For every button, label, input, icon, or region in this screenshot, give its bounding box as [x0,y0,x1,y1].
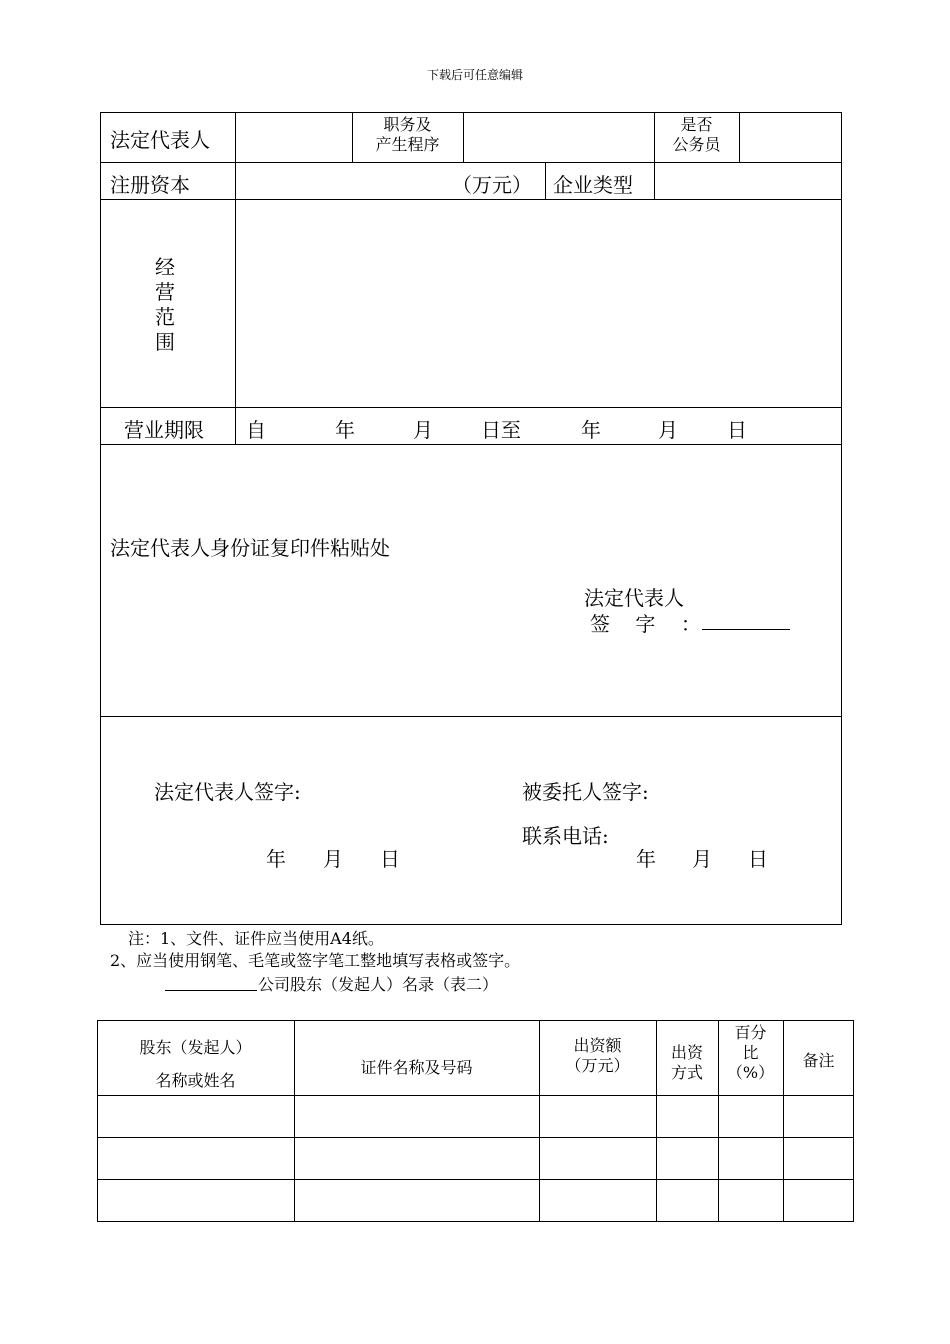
col-amount-header [539,1036,656,1076]
position-label [352,115,463,155]
rep-sign-label: 法定代表人签字: [154,780,301,804]
table-row[interactable] [98,1180,853,1221]
col-percent-line2: 比 [742,1043,759,1062]
date-right-month: 月 [692,847,712,871]
business-scope-char: 范 [155,305,175,329]
term-day2: 日 [727,418,747,442]
col-method-line1: 出资 [670,1043,703,1062]
civil-servant-line1: 是否 [680,115,713,134]
header-note: 下载后可任意编辑 [426,68,523,82]
shareholder-list-title: 公司股东（发起人）名录（表二） [258,975,499,994]
row-divider [100,444,842,445]
col-remark-header: 备注 [802,1051,835,1070]
note-line1: 注：1、文件、证件应当使用A4纸。 [128,929,384,948]
civil-servant-field[interactable] [740,113,841,162]
col-id-header: 证件名称及号码 [360,1058,473,1077]
enterprise-type-field[interactable] [655,163,841,199]
civil-servant-line2: 公务员 [672,135,721,154]
term-year1: 年 [335,418,355,442]
term-year2: 年 [581,418,601,442]
civil-servant-label [654,115,739,155]
company-name-blank[interactable] [165,990,257,991]
term-month1: 月 [413,418,433,442]
reg-capital-label: 注册资本 [110,173,190,197]
position-label-line2: 产生程序 [375,135,440,154]
position-label-line1: 职务及 [383,115,432,134]
col-amount-line1: 出资额 [573,1036,622,1055]
reg-capital-unit: （万元） [452,173,532,197]
table-row[interactable] [98,1096,853,1137]
row-divider [100,716,842,717]
date-left-day: 日 [380,847,400,871]
row-divider [100,407,842,408]
note-line2: 2、应当使用钢笔、毛笔或签字笔工整地填写表格或签字。 [110,951,521,970]
sign-label-line2: 签 字 ： [590,612,701,636]
term-month2: 月 [658,418,678,442]
col-method-line2: 方式 [670,1063,703,1082]
business-scope-label [150,255,180,355]
enterprise-type-label: 企业类型 [553,173,633,197]
legal-rep-label: 法定代表人 [110,128,210,152]
term-label: 营业期限 [124,418,204,442]
sign-label-line1: 法定代表人 [584,586,684,610]
col-percent-line1: 百分 [734,1023,767,1042]
col-amount-line2: （万元） [565,1056,630,1075]
col-percent-header [718,1023,783,1083]
col-divider [545,162,546,199]
col-shareholder-line1: 股东（发起人） [139,1038,252,1057]
date-right-day: 日 [748,847,768,871]
col-shareholder-header [97,1035,294,1091]
position-field[interactable] [464,113,654,162]
table-row[interactable] [98,1138,853,1179]
term-from: 自 [246,418,266,442]
legal-rep-field[interactable] [236,113,352,162]
date-right-year: 年 [636,847,656,871]
date-left-month: 月 [323,847,343,871]
business-scope-field[interactable] [236,200,841,407]
id-copy-text: 法定代表人身份证复印件粘贴处 [110,536,390,560]
date-left-year: 年 [266,847,286,871]
business-scope-char: 经 [155,255,175,279]
business-scope-char: 围 [155,330,175,354]
term-day-to: 日至 [481,418,521,442]
trustee-sign-label: 被委托人签字: [522,780,649,804]
business-scope-char: 营 [155,280,175,304]
col-shareholder-line2: 名称或姓名 [155,1071,236,1090]
col-method-header [656,1043,718,1083]
phone-label: 联系电话: [522,824,609,848]
legal-rep-signature-line[interactable] [702,629,790,630]
col-percent-line3: （%） [726,1063,775,1082]
